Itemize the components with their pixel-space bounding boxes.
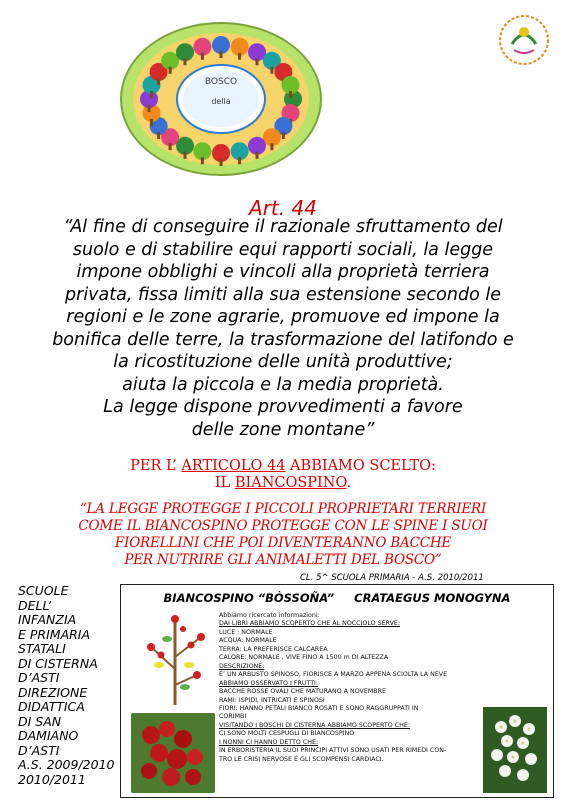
card-title-latin: CRATAEGUS MONOGYNA: [354, 591, 511, 605]
note-line: IN ERBORISTERIA IL SUOI PRINCIPI ATTIVI SONO USATI PER RIMEDI CON-: [219, 747, 447, 755]
note-line: CORIMBI: [219, 713, 247, 721]
article-line: delle zone montane”: [191, 419, 375, 440]
school-line: DIDATTICA: [18, 699, 85, 714]
school-line: INFANZIA: [18, 612, 77, 627]
tree-trunk: [270, 67, 273, 74]
note-line: DESCRIZIONE:: [219, 662, 265, 670]
choice-statement: [0, 458, 566, 492]
school-line: D’ASTI: [18, 670, 60, 685]
article-line: impone obblighi e vincoli alla proprietà terriera: [76, 262, 490, 282]
school-line: DIREZIONE: [18, 684, 88, 700]
note-line: FIORI: HANNO PETALI BIANCO ROSATI E SONO RAGGRUPPATI IN: [219, 704, 419, 712]
note-line: I NONNI CI HANNO DETTO CHE:: [219, 738, 319, 746]
card-title: [121, 591, 553, 605]
school-line: DELL’: [18, 597, 52, 613]
school-line: D’ASTI: [18, 742, 60, 758]
tree-trunk: [201, 53, 204, 60]
article-line: bonifica delle terre, la trasformazione del latifondo e: [52, 329, 514, 350]
berries-photo: [131, 713, 215, 793]
article-line: “Al fine di conseguire il razionale sfruttamento del: [63, 217, 503, 237]
note-line: Abbiamo ricercato informazioni:: [219, 612, 320, 619]
tree-trunk: [238, 157, 241, 164]
article-text: [18, 216, 548, 441]
emblem-text-1: BOSCO: [204, 77, 238, 87]
note-line: TRO LE CRISI NERVOSE E GLI SCOMPENSI CARDIACI.: [219, 755, 384, 763]
note-line: TERRA: LA PREFERISCE CALCAREA: [219, 645, 328, 653]
motto-line: FIORELLINI CHE POI DIVENTERANNO BACCHE: [114, 535, 452, 551]
article-line: La legge dispone provvedimenti a favore: [103, 397, 463, 417]
school-line: DI CISTERNA: [18, 655, 98, 671]
article-line: regioni e le zone agrarie, promuove ed impone la: [66, 307, 500, 327]
tree-trunk: [256, 152, 259, 159]
tree-trunk: [148, 105, 151, 112]
note-line: RAMI: ISPIDI, INTRICATI E SPINOSI: [219, 696, 325, 704]
motto: [0, 501, 566, 569]
school-line: E PRIMARIA: [18, 626, 91, 642]
tree-trunk: [201, 157, 204, 164]
motto-line: COME IL BIANCOSPINO PROTEGGE CON LE SPINE I SUOI: [78, 518, 488, 534]
plant-name: BIANCOSPINO: [234, 475, 347, 491]
tree-trunk: [256, 58, 259, 65]
laboratorio-logo: [492, 10, 556, 70]
class-signature: CL. 5^ SCUOLA PRIMARIA - A.S. 2010/2011: [300, 573, 484, 583]
tree-trunk: [220, 51, 223, 58]
school-line: DI SAN: [18, 713, 62, 729]
motto-line: PER NUTRIRE GLI ANIMALETTI DEL BOSCO”: [124, 552, 442, 568]
plant-card: [120, 584, 554, 798]
note-line: ABBIAMO OSSERVATO I FRUTTI:: [219, 679, 319, 687]
tree-trunk: [270, 143, 273, 150]
motto-line: “LA LEGGE PROTEGGE I PICCOLI PROPRIETARI TERRIERI: [79, 501, 487, 517]
tree-trunk: [150, 119, 153, 126]
card-title-common: BIANCOSPINO “BÒSSOÑA”: [163, 591, 335, 605]
note-line: ACQUA: NORMALE: [219, 637, 277, 645]
note-line: E’ UN ARBUSTO SPINOSO, FIORISCE A MARZO APPENA SCIOLTA LA NEVE: [219, 671, 448, 679]
tree-trunk: [289, 91, 292, 98]
emblem-text-2: della: [211, 97, 231, 106]
forest-circle-drawing: [115, 18, 327, 180]
branch-drawing: [131, 609, 219, 707]
flowers-photo: [483, 707, 547, 793]
tree-trunk: [150, 91, 153, 98]
article-line: suolo e di stabilire equi rapporti sociali, la legge: [72, 239, 494, 260]
article-title: Art. 44: [249, 196, 317, 220]
school-line: DAMIANO: [18, 728, 79, 743]
note-line: DAI LIBRI ABBIAMO SCOPERTO CHE AL NOCCIOLO SERVE:: [219, 620, 401, 628]
tree-trunk: [157, 132, 160, 139]
choice-line2-prefix: IL: [214, 475, 235, 491]
choice-prefix: PER L’: [130, 458, 182, 474]
article-line: aiuta la piccola e la media proprietà.: [122, 374, 444, 395]
article-link: ARTICOLO 44: [181, 458, 286, 474]
school-line: SCUOLE: [18, 583, 69, 598]
note-line: CALORE: NORMALE , VIVE FINO A 1500 m DI ALTEZZA: [219, 654, 389, 662]
tree-trunk: [220, 159, 223, 166]
tree-trunk: [184, 152, 187, 159]
school-info: [18, 584, 128, 787]
school-line: A.S. 2009/2010: [18, 757, 115, 772]
tree-trunk: [282, 132, 285, 139]
tree-trunk: [169, 67, 172, 74]
tree-trunk: [157, 78, 160, 85]
note-line: VISITANDO I BOSCHI DI CISTERNA ABBIAMO SCOPERTO CHE:: [219, 721, 410, 729]
note-line: BACCHE ROSSE OVALI CHE MATURANO A NOVEMBRE: [219, 688, 386, 696]
tree-trunk: [238, 53, 241, 60]
article-line: privata, fissa limiti alla sua estensione secondo le: [65, 284, 501, 305]
note-line: LUCE : NORMALE: [219, 628, 273, 636]
school-line: STATALI: [18, 641, 66, 656]
tree-trunk: [184, 58, 187, 65]
choice-middle: ABBIAMO SCELTO:: [285, 458, 436, 474]
tree-trunk: [169, 143, 172, 150]
note-line: CI SONO MOLTI CESPUGLI DI BIANCOSPINO: [219, 730, 355, 738]
choice-line2-suffix: .: [346, 475, 352, 491]
article-line: la ricostituzione delle unità produttive;: [113, 352, 453, 372]
school-line: 2010/2011: [18, 771, 86, 787]
